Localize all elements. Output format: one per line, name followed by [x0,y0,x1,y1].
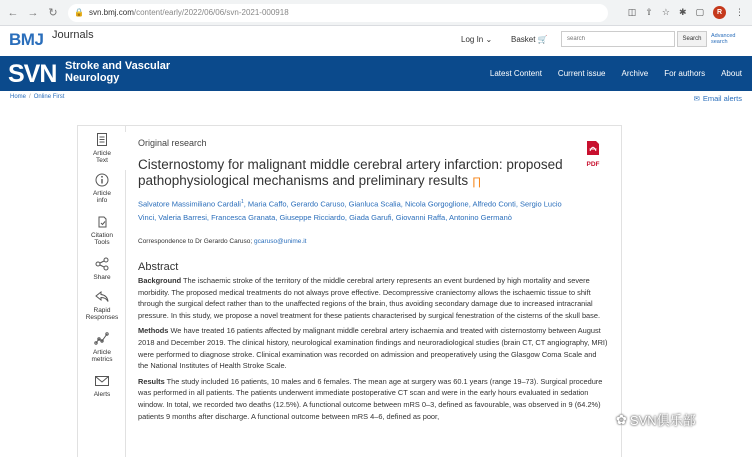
abstract-body: Background The ischaemic stroke of the territory of the middle cerebral artery represents an event burdened by high mortality and severe morbidity. The proposed medical treatments do not always prove effective. Decompressive craniectomy allows the ischaemic tissue to shift through the surgical defect rather than to the unaffected regions of the brain, thus avoiding secondary damage due to increased intracranial pressure. In this study, we propose a novel treatment for these patients characterised by surgical fenestration of the cisterns of the skull base. Methods We have treated 16 patients affected by malignant middle cerebral artery ischaemia and treated with cisternostomy between August 2018 and December 2019. The clinical history, neurological examination findings and neuroradiological studies (brain CT, CT angiography, MRI) were performed to diagnose stroke. Clinical examination was recorded on admission and preoperatively using the Glasgow Coma Scale and the National Institutes of Health Stroke Scale. Results The study included 16 patients, 10 males and 6 females. The mean age at surgery was 60.1 years (range 19–73). Surgical procedure was performed in all patients. The patients underwent immediate postoperative CT scan and were in the early hours evaluated in sedation window. In total, we recorded two deaths (12.5%). A functional outcome between mRS 0–3, defined as favourable, was observed in 9 (64.2%) patients 9 months after discharge. A functional outcome between mRS 4–6, defined as poor, [138,276,608,421]
breadcrumb: Home / Online First [10,94,65,100]
browser-actions [628,6,744,19]
email-alerts-link[interactable]: ✉ Email alerts [693,94,742,103]
lock-icon: 🔒 [74,8,84,17]
envelope-icon: ✉ [693,94,700,103]
sidebar-item-citation-tools[interactable]: Citation Tools [78,214,126,246]
sidebar-item-share[interactable]: Share [78,256,126,281]
nav-about[interactable]: About [721,69,742,78]
article-type: Original research [138,138,207,148]
wechat-icon: ✿ [616,411,627,427]
url-path: /content/early/2022/06/06/svn-2021-000918 [133,8,289,17]
nav-current-issue[interactable]: Current issue [557,69,606,78]
info-icon [94,172,110,188]
article-sidebar [78,126,126,457]
breadcrumb-online-first[interactable]: Online First [33,94,65,100]
search-input[interactable] [561,31,675,47]
browser-toolbar [0,0,752,26]
correspondence-email[interactable]: gcaruso@unime.it [253,238,307,245]
nav-for-authors[interactable]: For authors [664,69,706,78]
url-host: svn.bmj.com [88,8,134,17]
pdf-icon [584,140,602,156]
extensions-icon[interactable]: ✱ [678,7,687,17]
login-link[interactable]: Log In ⌄ [461,35,493,44]
article-card [77,125,622,457]
sidebar-item-article-text[interactable]: Article Text [78,132,126,170]
basket-icon: 🛒 [537,35,548,44]
pdf-download[interactable]: PDF [580,140,606,168]
citation-icon [94,214,110,230]
journal-name[interactable]: Stroke and Vascular Neurology [65,60,171,84]
rapid-responses-icon [94,289,110,305]
back-icon[interactable]: ← [7,6,19,19]
nav-latest-content[interactable]: Latest Content [489,69,542,78]
abstract-heading: Abstract [138,261,179,273]
translate-icon[interactable]: ◫ [627,7,637,17]
chevron-down-icon: ⌄ [485,35,493,44]
bmj-header [0,26,752,56]
metrics-icon [94,331,110,347]
journal-bar [0,56,752,91]
alerts-icon [94,373,110,389]
profile-avatar[interactable]: R [713,6,726,19]
article-title: Cisternostomy for malignant middle cerebral artery infarction: proposed pathophysiological mechanisms and preliminary results ∏ [138,157,563,188]
author-list[interactable]: Salvatore Massimiliano Cardali$^1$, Maria Caffo, Gerardo Caruso, Gianluca Scalia, Nicola Gorgoglione, Alfredo Conti, Sergio Lucio Vinci, Valeria Barresi, Francesca Granata, Giuseppe Ricciardo, Giada Garufi, Giovanni Raffa, Antonino Germanò [138,199,562,222]
sidebar-toggle-icon[interactable]: ▢ [695,7,704,17]
sidebar-item-alerts[interactable]: Alerts [78,373,126,398]
sidebar-item-article-metrics[interactable]: Article metrics [78,331,126,363]
correspondence: Correspondence to Dr Gerardo Caruso; gcaruso@unime.it [138,238,307,245]
basket-link[interactable]: Basket 🛒 [511,35,548,44]
share-icon [94,256,110,272]
browser-menu-icon[interactable]: ⋮ [735,7,744,17]
document-icon [94,132,110,148]
sidebar-item-article-info[interactable]: Article info [78,172,126,204]
watermark: ✿ SVN俱乐部 [616,411,696,428]
search-button[interactable]: Search [677,31,707,47]
breadcrumb-home[interactable]: Home [10,94,27,100]
sidebar-item-rapid-responses[interactable]: Rapid Responses [78,289,126,321]
nav-archive[interactable]: Archive [621,69,649,78]
forward-icon[interactable]: → [27,6,39,19]
advanced-search-link[interactable]: Advanced search [711,33,736,45]
bookmark-star-icon[interactable]: ☆ [661,7,670,17]
svn-logo[interactable]: SVN [8,60,57,88]
open-access-icon: ∏ [471,176,481,188]
journal-nav [490,69,742,78]
share-page-icon[interactable]: ⇧ [645,7,653,17]
reload-icon[interactable]: ↻ [48,7,58,19]
bmj-logo[interactable]: BMJ [9,30,44,49]
journals-label[interactable]: Journals [52,29,94,41]
address-bar[interactable] [68,4,608,22]
